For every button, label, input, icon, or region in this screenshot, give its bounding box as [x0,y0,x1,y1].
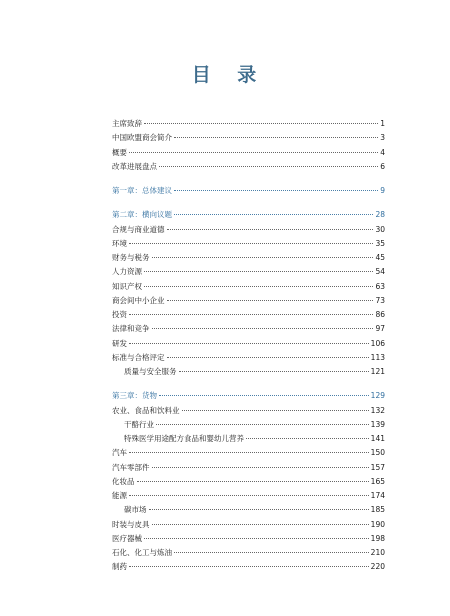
toc-leader-dots [182,410,369,411]
toc-entry[interactable] [112,118,385,132]
toc-leader-dots [137,481,369,482]
toc-entry[interactable] [112,561,385,575]
toc-leader-dots [129,343,369,344]
toc-entry[interactable] [112,281,385,295]
toc-entry-page: 97 [375,324,385,334]
toc-entry-page: 28 [375,210,385,220]
toc-leader-dots [152,257,374,258]
page-title: 目 录 [191,64,267,86]
toc-entry[interactable] [112,224,385,238]
toc-entry-label: 能源 [112,491,127,500]
toc-entry[interactable] [112,147,385,161]
toc-entry-label: 农业、食品和饮料业 [112,405,180,415]
toc-entry-page: 139 [370,419,385,429]
toc-leader-dots [174,137,378,138]
toc-entry-label: 法律和竞争 [112,324,150,334]
toc-entry-label: 干酪行业 [124,419,154,429]
toc-entry-page: 185 [370,505,385,515]
toc-leader-dots [174,214,373,215]
toc-entry-label: 石化、化工与炼油 [112,548,172,557]
toc-entry-label: 标准与合格评定 [112,352,165,362]
toc-entry[interactable] [112,476,385,490]
toc-entry[interactable] [112,462,385,476]
toc-entry-label: 中国欧盟商会简介 [112,133,172,143]
toc-entry[interactable] [112,252,385,266]
toc-entry[interactable] [112,309,385,323]
toc-entry-page: 63 [375,281,385,291]
toc-leader-dots [246,438,369,439]
toc-entry[interactable] [112,447,385,461]
toc-entry-page: 174 [370,491,385,500]
toc-leader-dots [129,495,369,496]
toc-leader-dots [129,243,373,244]
toc-entry-label: 概要 [112,147,127,157]
toc-entry-page: 190 [370,519,385,529]
toc-entry-page: 3 [380,133,385,143]
toc-leader-dots [174,190,378,191]
toc-entry-page: 30 [375,224,385,234]
toc-entry-label: 人力资源 [112,267,142,277]
toc-entry-label: 汽车 [112,448,127,458]
toc-subentry[interactable] [112,366,385,380]
toc-leader-dots [159,395,369,396]
toc-entry[interactable] [112,490,385,504]
toc-chapter-entry[interactable] [112,209,385,223]
toc-entry[interactable] [112,338,385,352]
toc-entry-label: 汽车零部件 [112,462,150,472]
toc-entry-label: 第二章：横向议题 [112,210,172,220]
toc-leader-dots [152,328,374,329]
toc-entry-page: 132 [370,405,385,415]
toc-entry-label: 知识产权 [112,281,142,291]
toc-entry-page: 6 [380,161,385,171]
toc-entry-page: 141 [370,434,385,443]
toc-entry-label: 环境 [112,238,127,248]
toc-subentry[interactable] [112,433,385,447]
toc-entry-page: 129 [370,391,385,401]
toc-entry[interactable] [112,405,385,419]
toc-entry-label: 制药 [112,562,127,572]
toc-chapter-entry[interactable] [112,390,385,404]
toc-chapter-entry[interactable] [112,185,385,199]
toc-entry-label: 时装与皮具 [112,519,150,529]
toc-entry[interactable] [112,132,385,146]
toc-entry-label: 第一章：总体建议 [112,186,172,195]
toc-entry-label: 质量与安全服务 [124,367,177,376]
toc-entry-label: 研发 [112,338,127,348]
toc-leader-dots [144,538,369,539]
toc-entry-page: 4 [380,147,385,157]
toc-leader-dots [167,229,374,230]
toc-entry-label: 化妆品 [112,476,135,486]
toc-entry-page: 113 [370,352,385,362]
toc-entry[interactable] [112,266,385,280]
toc-entry[interactable] [112,295,385,309]
toc-entry[interactable] [112,519,385,533]
toc-entry-label: 特殊医学用途配方食品和婴幼儿营养 [124,434,244,443]
toc-entry-label: 合规与商业道德 [112,224,165,234]
toc-leader-dots [152,524,369,525]
toc-entry-page: 54 [375,267,385,277]
toc-leader-dots [144,286,373,287]
toc-entry-page: 165 [370,476,385,486]
toc-leader-dots [149,509,369,510]
toc-entry-page: 1 [380,119,385,128]
toc-entry-page: 9 [380,186,385,195]
toc-entry-page: 86 [375,310,385,319]
toc-leader-dots [144,271,373,272]
toc-entry-label: 改革进展盘点 [112,161,157,171]
toc-entry-page: 121 [370,367,385,376]
toc-entry-page: 198 [370,533,385,543]
toc-leader-dots [179,371,369,372]
toc-entry-label: 财务与税务 [112,253,150,262]
toc-entry[interactable] [112,323,385,337]
toc-leader-dots [167,300,374,301]
toc-leader-dots [156,424,369,425]
toc-entry-label: 商会间中小企业 [112,295,165,305]
toc-subentry[interactable] [112,504,385,518]
toc-entry-page: 150 [370,448,385,458]
toc-leader-dots [174,552,369,553]
toc-entry-page: 210 [370,548,385,557]
toc-entry[interactable] [112,547,385,561]
toc-entry-label: 主席致辞 [112,119,142,128]
toc-entry-label: 碳市场 [124,505,147,515]
toc-entry[interactable] [112,238,385,252]
toc-entry-label: 投资 [112,310,127,319]
toc-leader-dots [167,357,369,358]
toc-entry[interactable] [112,352,385,366]
toc-entry-page: 35 [375,238,385,248]
toc-entry[interactable] [112,533,385,547]
toc-entry-label: 第三章：货物 [112,391,157,401]
toc-entry-label: 医疗器械 [112,533,142,543]
toc-leader-dots [129,314,373,315]
toc-leader-dots [159,166,378,167]
toc-entry-page: 157 [370,462,385,472]
toc-list [112,118,385,576]
toc-entry-page: 45 [375,253,385,262]
toc-leader-dots [129,152,378,153]
toc-entry-page: 220 [370,562,385,572]
toc-entry-page: 106 [370,338,385,348]
toc-leader-dots [129,452,369,453]
toc-subentry[interactable] [112,419,385,433]
toc-leader-dots [129,566,369,567]
toc-leader-dots [144,123,378,124]
toc-entry[interactable] [112,161,385,175]
toc-leader-dots [152,467,369,468]
toc-entry-page: 73 [375,295,385,305]
